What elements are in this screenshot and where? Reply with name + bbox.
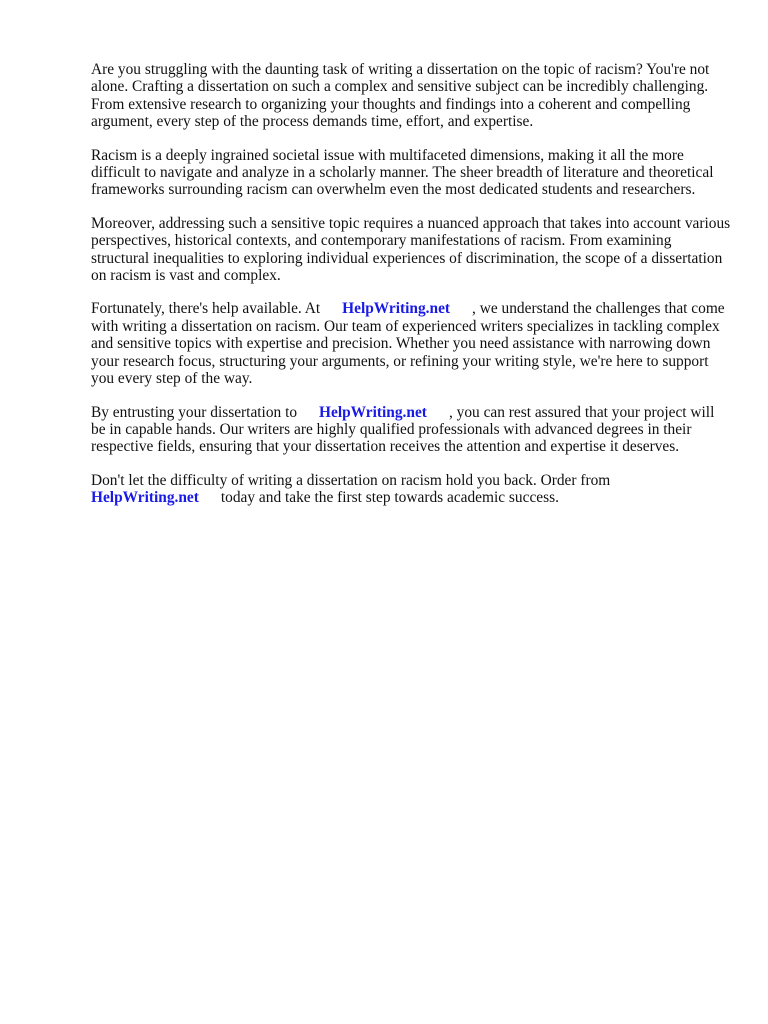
paragraph-text: , we understand the challenges that come with writing a dissertation on racism. Our team of experienced writers specializes in tackling complex and sensitive topics with expertise and precision. Whether you need assistance with narrowing down your research focus, structuring your arguments, or refining your writing style, we're here to support you every step of the way. [91,300,725,388]
paragraph-call-to-action [91,472,731,507]
paragraph-sensitive-topic: Moreover, addressing such a sensitive topic requires a nuanced approach that takes into account various perspectives, historical contexts, and contemporary manifestations of racism. From examining structural inequalities to exploring individual experiences of discrimination, the scope of a dissertation on racism is vast and complex. [91,214,731,285]
helpwriting-link[interactable]: HelpWriting.net [91,489,199,507]
paragraph-text: today and take the first step towards academic success. [220,489,559,507]
paragraph-text: Fortunately, there's help available. At [91,300,321,318]
paragraph-text: By entrusting your dissertation to [91,403,298,421]
paragraph-racism-issue: Racism is a deeply ingrained societal issue with multifaceted dimensions, making it all the more difficult to navigate and analyze in a scholarly manner. The sheer breadth of literature and theoretical frameworks surrounding racism can overwhelm even the most dedicated students and researchers. [91,146,714,199]
paragraph-entrusting [91,404,731,456]
paragraph-intro: Are you struggling with the daunting task of writing a dissertation on the topic of racism? You're not alone. Crafting a dissertation on such a complex and sensitive subject can be incredibly challenging. From extensive research to organizing your thoughts and findings into a coherent and compelling argument, every step of the process demands time, effort, and expertise. [91,61,710,131]
paragraph-text: Don't let the difficulty of writing a dissertation on racism hold you back. Order from [91,471,611,489]
document-body [91,61,731,523]
helpwriting-link[interactable]: HelpWriting.net [319,403,427,421]
helpwriting-link[interactable]: HelpWriting.net [342,300,451,318]
paragraph-text: , you can rest assured that your project will be in capable hands. Our writers are highly qualified professionals with advanced degrees in their respective fields, ensuring that your dissertation receives the attention and expertise it deserves. [91,403,715,456]
paragraph-help-available [91,300,731,387]
